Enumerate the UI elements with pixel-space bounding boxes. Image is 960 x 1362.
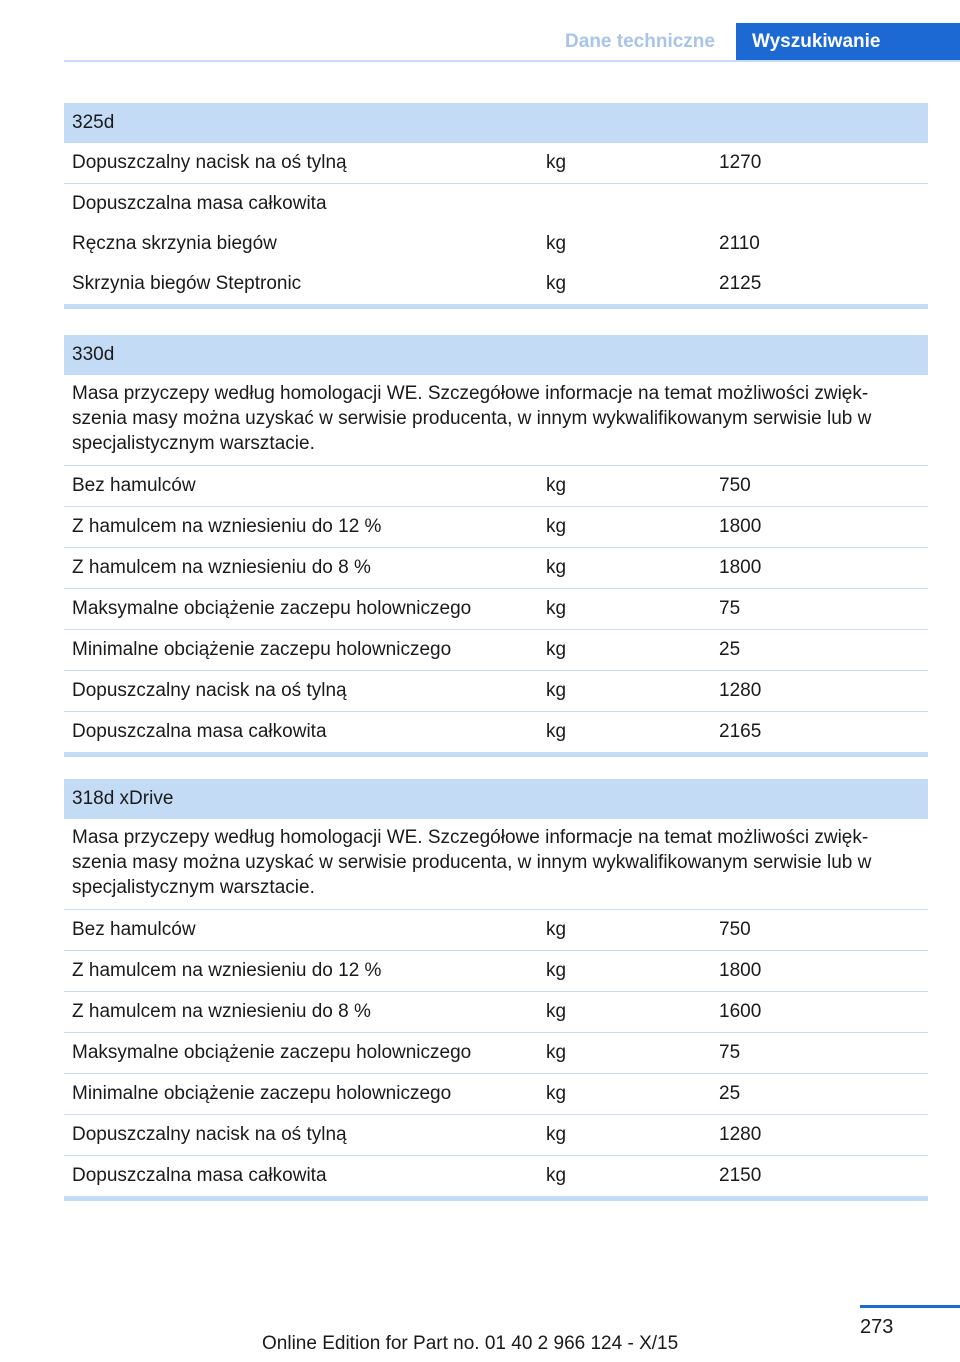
row-value: 1800 (719, 557, 762, 578)
row-label: Dopuszczalna masa całkowita (72, 721, 327, 742)
row-unit: kg (546, 557, 567, 578)
page-number: 273 (860, 1316, 894, 1338)
header-rule (64, 60, 960, 62)
row-unit: kg (546, 639, 567, 660)
row-value: 750 (719, 919, 751, 940)
row-label: Dopuszczalny nacisk na oś tylną (72, 1124, 347, 1145)
row-value: 25 (719, 639, 741, 660)
row-label: Bez hamulców (72, 919, 196, 940)
row-label: Minimalne obciążenie zaczepu holowniczego (72, 639, 452, 660)
row-label: Dopuszczalna masa całkowita (72, 193, 327, 214)
section-330d (64, 335, 928, 757)
row-unit: kg (546, 233, 567, 254)
page-header (0, 0, 960, 62)
row-value: 1800 (719, 516, 762, 537)
row-label: Maksymalne obciążenie zaczepu holowniczego (72, 1042, 472, 1063)
section-end-bar (64, 304, 928, 309)
row-label: Minimalne obciążenie zaczepu holowniczego (72, 1083, 452, 1104)
table-row (64, 548, 928, 589)
section-note: Masa przyczepy według homologacji WE. Szczegółowe informacje na temat możliwości zwięk-szenia masy można uzyskać w serwisie producenta, w innym wykwalifikowanym serwisie lub w specjalistycznym warsztacie. (64, 819, 928, 910)
row-value: 750 (719, 475, 751, 496)
row-label: Z hamulcem na wzniesieniu do 8 % (72, 557, 371, 578)
row-unit: kg (546, 273, 567, 294)
table-row (64, 630, 928, 671)
row-unit: kg (546, 960, 567, 981)
row-unit: kg (546, 475, 567, 496)
row-value: 75 (719, 598, 741, 619)
row-unit: kg (546, 919, 567, 940)
row-label: Z hamulcem na wzniesieniu do 12 % (72, 960, 382, 981)
table-row (64, 671, 928, 712)
table-row (64, 1115, 928, 1156)
table-row (64, 466, 928, 507)
row-value: 1800 (719, 960, 762, 981)
row-label: Skrzynia biegów Steptronic (72, 273, 302, 294)
row-label: Ręczna skrzynia biegów (72, 233, 277, 254)
section-318d-xdrive (64, 779, 928, 1201)
table-row (64, 910, 928, 951)
section-title: 325d (64, 103, 928, 143)
row-label: Z hamulcem na wzniesieniu do 8 % (72, 1001, 371, 1022)
table-row (64, 224, 928, 264)
table-row (64, 507, 928, 548)
row-unit: kg (546, 1042, 567, 1063)
table-row (64, 264, 928, 304)
row-unit: kg (546, 721, 567, 742)
table-row (64, 184, 928, 224)
row-unit: kg (546, 1124, 567, 1145)
row-value: 2110 (719, 233, 760, 254)
section-325d (64, 103, 928, 309)
tab-dane-techniczne[interactable]: Dane techniczne (565, 31, 715, 52)
section-note: Masa przyczepy według homologacji WE. Szczegółowe informacje na temat możliwości zwięk-szenia masy można uzyskać w serwisie producenta, w innym wykwalifikowanym serwisie lub w specjalistycznym warsztacie. (64, 375, 928, 466)
row-label: Dopuszczalny nacisk na oś tylną (72, 680, 347, 701)
row-value: 25 (719, 1083, 741, 1104)
row-label: Dopuszczalna masa całkowita (72, 1165, 327, 1186)
table-row (64, 1156, 928, 1196)
table-row (64, 143, 928, 184)
table-row (64, 951, 928, 992)
row-unit: kg (546, 598, 567, 619)
row-unit: kg (546, 516, 567, 537)
tab-wyszukiwanie[interactable]: Wyszukiwanie (736, 23, 960, 61)
row-value: 1280 (719, 1124, 762, 1145)
table-row (64, 1033, 928, 1074)
table-row (64, 712, 928, 752)
row-unit: kg (546, 1165, 567, 1186)
table-row (64, 992, 928, 1033)
table-row (64, 589, 928, 630)
edition-note: Online Edition for Part no. 01 40 2 966 124 - X/15 (262, 1333, 679, 1354)
row-value: 75 (719, 1042, 741, 1063)
section-end-bar (64, 752, 928, 757)
row-value: 1280 (719, 680, 762, 701)
row-unit: kg (546, 1083, 567, 1104)
row-value: 1270 (719, 152, 762, 173)
row-value: 1600 (719, 1001, 762, 1022)
row-label: Bez hamulców (72, 475, 196, 496)
row-unit: kg (546, 1001, 567, 1022)
section-end-bar (64, 1196, 928, 1201)
section-title: 318d xDrive (64, 779, 928, 819)
section-title: 330d (64, 335, 928, 375)
table-row (64, 1074, 928, 1115)
row-label: Maksymalne obciążenie zaczepu holowniczego (72, 598, 472, 619)
row-value: 2165 (719, 721, 762, 742)
row-value: 2125 (719, 273, 762, 294)
row-value: 2150 (719, 1165, 762, 1186)
footer-rule (860, 1305, 960, 1308)
row-unit: kg (546, 152, 567, 173)
row-unit: kg (546, 680, 567, 701)
row-label: Dopuszczalny nacisk na oś tylną (72, 152, 347, 173)
row-label: Z hamulcem na wzniesieniu do 12 % (72, 516, 382, 537)
